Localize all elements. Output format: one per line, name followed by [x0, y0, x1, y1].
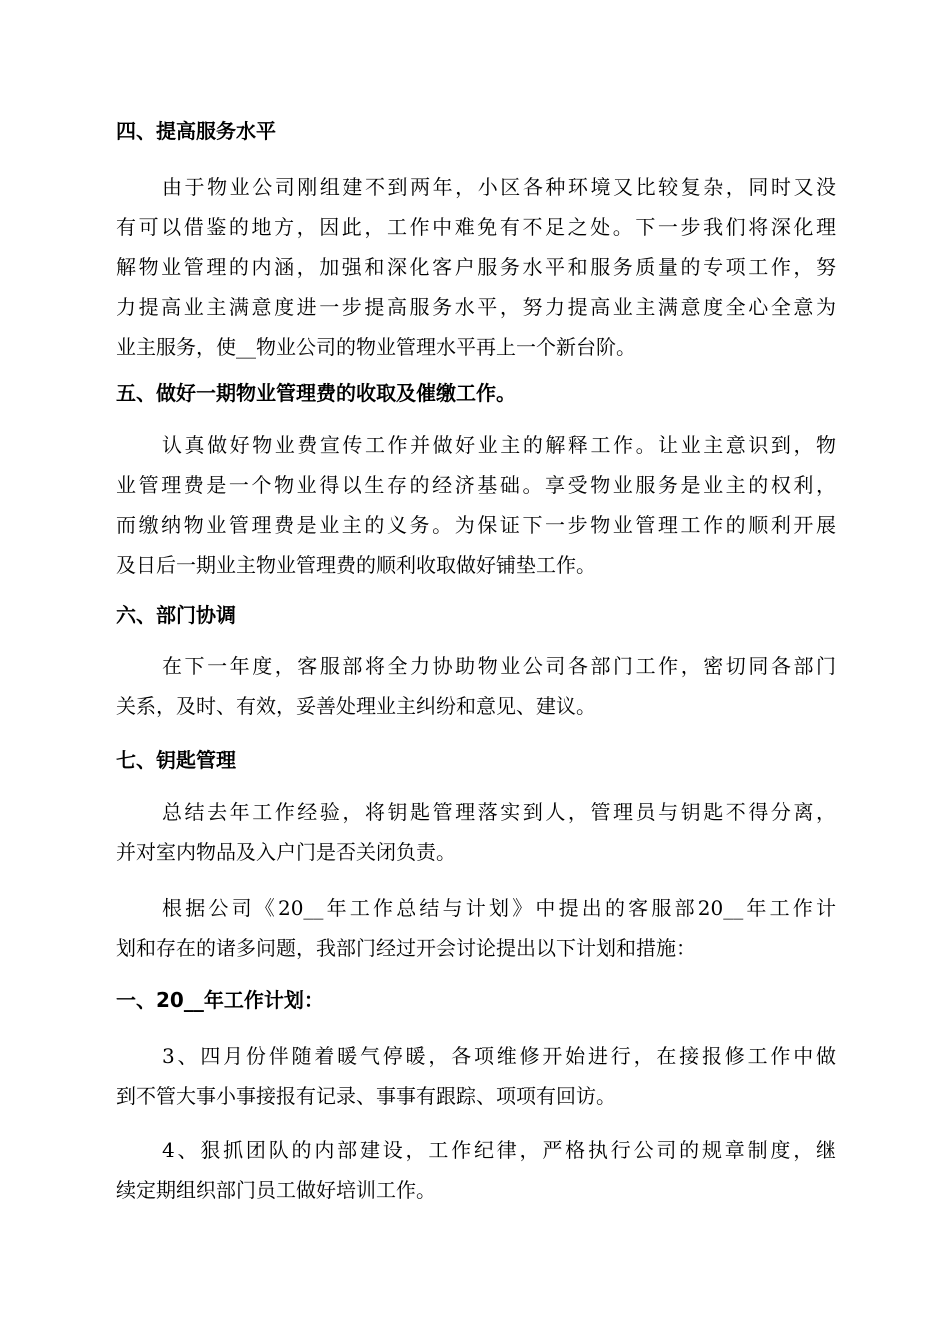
paragraph-key-management: [116, 792, 836, 872]
paragraph-line: 有可以借鉴的地方，因此，工作中难免有不足之处。下一步我们将深化理: [116, 215, 836, 239]
section-heading-key-management: 七、钥匙管理: [116, 748, 236, 772]
paragraph-fee-collection: [116, 425, 836, 585]
paragraph-line: 关系，及时、有效，妥善处理业主纠纷和意见、建议。: [116, 694, 596, 718]
paragraph-line: 3、四月份伴随着暖气停暖，各项维修开始进行，在接报修工作中做: [162, 1044, 836, 1068]
section-heading-work-plan: 一、20__年工作计划：: [116, 988, 324, 1012]
paragraph-plan-item-3: [116, 1036, 836, 1116]
paragraph-line: 根据公司《20__年工作总结与计划》中提出的客服部20__年工作计: [162, 896, 836, 920]
paragraph-line: 业管理费是一个物业得以生存的经济基础。享受物业服务是业主的权利，: [116, 473, 836, 497]
paragraph-line: 并对室内物品及入户门是否关闭负责。: [116, 840, 456, 864]
paragraph-line: 划和存在的诸多问题，我部门经过开会讨论提出以下计划和措施：: [116, 936, 696, 960]
section-heading-department-coordination: 六、部门协调: [116, 603, 236, 627]
paragraph-line: 业主服务，使__物业公司的物业管理水平再上一个新台阶。: [116, 335, 636, 359]
paragraph-line: 而缴纳物业管理费是业主的义务。为保证下一步物业管理工作的顺利开展: [116, 513, 836, 537]
paragraph-plan-intro: [116, 888, 836, 968]
paragraph-line: 在下一年度，客服部将全力协助物业公司各部门工作，密切同各部门: [162, 654, 836, 678]
paragraph-line: 到不管大事小事接报有记录、事事有跟踪、项项有回访。: [116, 1084, 616, 1108]
paragraph-line: 总结去年工作经验，将钥匙管理落实到人，管理员与钥匙不得分离，: [162, 800, 836, 824]
paragraph-line: 4、狠抓团队的内部建设，工作纪律，严格执行公司的规章制度，继: [162, 1138, 836, 1162]
section-heading-improve-service: 四、提高服务水平: [116, 119, 276, 143]
paragraph-improve-service: [116, 167, 836, 367]
paragraph-line: 认真做好物业费宣传工作并做好业主的解释工作。让业主意识到，物: [162, 433, 836, 457]
section-heading-fee-collection: 五、做好一期物业管理费的收取及催缴工作。: [116, 381, 516, 405]
paragraph-line: 及日后一期业主物业管理费的顺利收取做好铺垫工作。: [116, 553, 596, 577]
paragraph-line: 续定期组织部门员工做好培训工作。: [116, 1178, 436, 1202]
paragraph-line: 力提高业主满意度进一步提高服务水平，努力提高业主满意度全心全意为: [116, 295, 836, 319]
paragraph-line: 由于物业公司刚组建不到两年，小区各种环境又比较复杂，同时又没: [162, 175, 836, 199]
paragraph-line: 解物业管理的内涵，加强和深化客户服务水平和服务质量的专项工作，努: [116, 255, 836, 279]
paragraph-department-coordination: [116, 646, 836, 726]
paragraph-plan-item-4: [116, 1130, 836, 1210]
